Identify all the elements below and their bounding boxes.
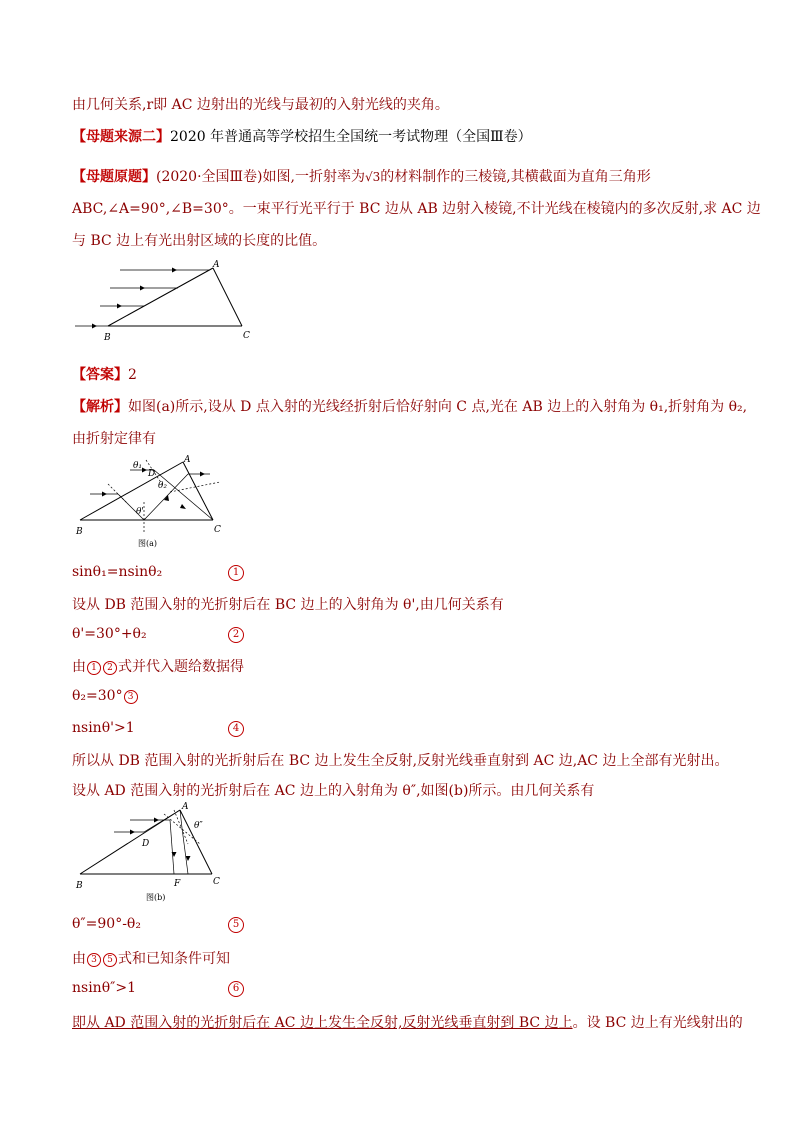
figb-label-c: C — [213, 877, 220, 887]
figa-theta1: θ₁ — [133, 461, 143, 471]
db-line: 设从 DB 范围入射的光折射后在 BC 边上的入射角为 θ',由几何关系有 — [72, 597, 504, 613]
eq1-text: sinθ₁=nsinθ₂ — [72, 564, 163, 580]
figa-label-b: B — [76, 527, 83, 537]
problem-line-1 — [72, 166, 651, 186]
total-line-2 — [72, 1012, 743, 1032]
prism-figure — [70, 258, 270, 344]
analysis-text-1: 如图(a)所示,设从 D 点入射的光线经折射后恰好射向 C 点,光在 AB 边上的入射角为 θ₁,折射角为 θ₂, — [128, 399, 748, 415]
ad-line: 设从 AD 范围入射的光折射后在 AC 边上的入射角为 θ″,如图(b)所示。由几何关系有 — [72, 783, 595, 799]
problem-text-a: (2020·全国Ⅲ卷)如图,一折射率为 — [156, 169, 365, 185]
sub-num-1: 1 — [87, 661, 101, 675]
incident-rays — [75, 270, 210, 326]
eq1-number: 1 — [228, 565, 244, 581]
label-a: A — [213, 260, 220, 270]
source-text: 2020 年普通高等学校招生全国统一考试物理（全国Ⅲ卷） — [170, 129, 532, 145]
sub-line — [72, 656, 244, 676]
problem-sqrt: √3 — [364, 170, 381, 184]
analysis-line-2: 由折射定律有 — [72, 431, 156, 447]
prism-triangle — [108, 268, 242, 326]
label-c: C — [243, 331, 250, 341]
figb-label-a: A — [182, 802, 189, 812]
cond-num-1: 3 — [87, 953, 101, 967]
cond-text-a: 由 — [72, 951, 86, 967]
figa-caption: 图(a) — [138, 539, 158, 548]
text-line-1: 由几何关系,r即 AC 边射出的光线与最初的入射光线的夹角。 — [72, 97, 449, 113]
label-b: B — [104, 333, 111, 343]
sub-num-2: 2 — [103, 661, 117, 675]
eq5-number: 5 — [228, 917, 244, 933]
eq6-number: 6 — [228, 981, 244, 997]
total-line-1: 所以从 DB 范围入射的光折射后在 BC 边上发生全反射,反射光线垂直射到 AC 边,AC 边上全部有光射出。 — [72, 753, 729, 769]
figure-b — [70, 800, 240, 904]
analysis-tag: 【解析】 — [72, 399, 128, 415]
cond-line — [72, 948, 230, 968]
cond-num-2: 5 — [103, 953, 117, 967]
eq5-text: θ″=90°-θ₂ — [72, 916, 141, 932]
answer-value: 2 — [128, 367, 137, 383]
figb-label-f: F — [174, 879, 181, 889]
figa-thetap: θ' — [136, 507, 144, 517]
total-text-2b: 。设 BC 边上有光线射出的 — [572, 1015, 743, 1031]
figa-label-d: D — [148, 469, 156, 479]
figa-label-a: A — [184, 455, 191, 465]
figb-theta-pp: θ″ — [194, 821, 203, 831]
figa-theta2: θ₂ — [158, 481, 168, 491]
source-line — [72, 126, 532, 146]
figb-label-b: B — [76, 881, 83, 891]
answer-line — [72, 364, 137, 384]
figa-triangle — [80, 462, 213, 520]
eq6-text: nsinθ″>1 — [72, 980, 136, 996]
sub-text-b: 式并代入题给数据得 — [118, 659, 244, 675]
figure-a — [70, 452, 240, 552]
eq2-number: 2 — [228, 627, 244, 643]
problem-line-2: ABC,∠A=90°,∠B=30°。一束平行光平行于 BC 边从 AB 边射入棱镜,不计光线在棱镜内的多次反射,求 AC 边 — [72, 201, 761, 217]
figa-label-c: C — [214, 525, 221, 535]
problem-tag: 【母题原题】 — [72, 169, 156, 185]
eq3-number: 3 — [124, 690, 138, 704]
sub-text-a: 由 — [72, 659, 86, 675]
problem-line-3: 与 BC 边上有光出射区域的长度的比值。 — [72, 233, 327, 249]
answer-tag: 【答案】 — [72, 367, 128, 383]
total-text-2a: 即从 AD 范围入射的光折射后在 AC 边上发生全反射,反射光线垂直射到 BC 边上 — [72, 1015, 573, 1031]
figb-caption: 图(b) — [146, 893, 166, 902]
figb-label-d: D — [142, 839, 150, 849]
eq3-line — [72, 688, 139, 704]
eq2-text: θ'=30°+θ₂ — [72, 626, 147, 642]
eq3-text: θ₂=30° — [72, 688, 123, 704]
analysis-line-1 — [72, 396, 747, 416]
problem-text-b: 的材料制作的三棱镜,其横截面为直角三角形 — [380, 169, 651, 185]
eq4-number: 4 — [228, 721, 244, 737]
cond-text-b: 式和已知条件可知 — [118, 951, 230, 967]
eq4-text: nsinθ'>1 — [72, 720, 135, 736]
source-tag: 【母题来源二】 — [72, 129, 170, 145]
ray-arrows — [92, 268, 177, 329]
